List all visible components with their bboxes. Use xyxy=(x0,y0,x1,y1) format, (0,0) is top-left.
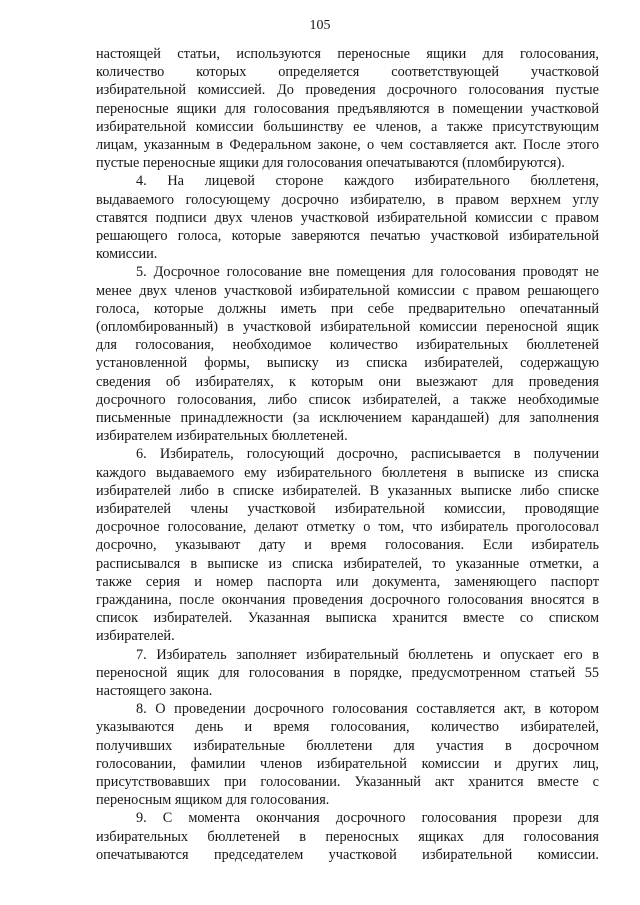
text-line: 8. О проведении досрочного голосования составляется акт, в котором xyxy=(136,701,599,718)
text-line: переносным ящиком для голосования. xyxy=(96,792,330,809)
text-line: менее двух членов участковой избирательной комиссии с правом решающего xyxy=(96,282,599,299)
text-line: досрочное голосование, делают отметку о том, что избиратель проголосовал xyxy=(96,519,599,536)
text-line: также серия и номер паспорта или документа, заменяющего паспорт xyxy=(96,573,599,590)
text-line: голоса, которые должны иметь при себе предварительно опечатанный xyxy=(96,300,599,317)
text-line: гражданина, после окончания проведения досрочного голосования вносятся в xyxy=(96,592,599,608)
text-line: опечатываются председателем участковой избирательной комиссии. xyxy=(96,846,599,863)
text-line: избирателей члены участковой избирательной комиссии, проводящие xyxy=(96,501,599,517)
text-line: переносной ящик для голосования в порядке, предусмотренном статьей 55 xyxy=(96,664,599,681)
text-line: письменные принадлежности (за исключением карандашей) для заполнения xyxy=(96,410,599,426)
text-line: 9. С момента окончания досрочного голосования прорези для xyxy=(136,810,599,827)
text-line: 5. Досрочное голосование вне помещения для голосования проводят не xyxy=(136,264,599,281)
text-line: пустые переносные ящики для голосования опечатываются (пломбируются). xyxy=(96,155,565,172)
text-line: 7. Избиратель заполняет избирательный бюллетень и опускает его в xyxy=(136,646,599,663)
text-line: 6. Избиратель, голосующий досрочно, расписывается в получении xyxy=(136,446,599,463)
text-line: избирателей либо в списке избирателей. В указанных выписке либо списке xyxy=(96,482,599,499)
text-line: настоящей статьи, используются переносные ящики для голосования, xyxy=(96,46,599,62)
text-line: избирательных бюллетеней в переносных ящиках для голосования xyxy=(96,828,599,845)
text-line: ставятся подписи двух членов участковой избирательной комиссии с правом xyxy=(96,209,599,226)
text-line: комиссии. xyxy=(96,246,158,263)
text-line: указываются день и время голосования, количество избирателей, xyxy=(96,719,599,736)
text-line: голосовании, фамилии членов избирательной комиссии и других лиц, xyxy=(96,755,599,772)
text-line: установленной формы, выписку из списка избирателей, содержащую xyxy=(96,355,599,372)
text-line: переносные ящики для голосования предъявляются в помещении участковой xyxy=(96,100,599,117)
text-line: лицам, указанным в Федеральном законе, о чем составляется акт. После этого xyxy=(96,137,599,153)
page-number: 105 xyxy=(309,18,331,33)
text-line: список избирателей. Указанная выписка хранится вместе со списком xyxy=(96,610,599,627)
text-line: 4. На лицевой стороне каждого избирательного бюллетеня, xyxy=(136,173,599,190)
text-line: каждого выдаваемого ему избирательного бюллетеня в выписке из списка xyxy=(96,464,599,481)
text-line: для голосования, необходимое количество избирательных бюллетеней xyxy=(96,337,599,354)
text-line: (опломбированный) в участковой избирательной комиссии переносной ящик xyxy=(96,319,599,335)
text-line: избирателей. xyxy=(96,628,175,645)
text-line: решающего голоса, которые заверяются печатью участковой избирательной xyxy=(96,228,599,244)
text-line: досрочно, указывают дату и время голосования. Если избиратель xyxy=(96,537,599,554)
text-line: избирательной комиссией. До проведения досрочного голосования пустые xyxy=(96,82,599,99)
text-line: досрочного голосования, либо список избирателей, а также необходимые xyxy=(96,391,599,408)
text-line: избирателем избирательных бюллетеней. xyxy=(96,428,348,445)
text-line: сведения об избирателях, к которым они выезжают для проведения xyxy=(96,373,599,390)
text-line: количество которых определяется соответствующей участковой xyxy=(96,64,599,81)
text-line: выдаваемого голосующему досрочно избирателю, в правом верхнем углу xyxy=(96,191,599,208)
text-line: получивших избирательные бюллетени для участия в досрочном xyxy=(96,737,599,754)
text-line: настоящего закона. xyxy=(96,683,213,699)
text-line: присутствовавших при голосовании. Указанный акт хранится вместе с xyxy=(96,774,599,790)
text-line: избирательной комиссии большинству ее членов, а также присутствующим xyxy=(96,118,599,135)
text-line: расписывался в выписке из списка избирателей, то указанные отметки, а xyxy=(96,555,599,572)
